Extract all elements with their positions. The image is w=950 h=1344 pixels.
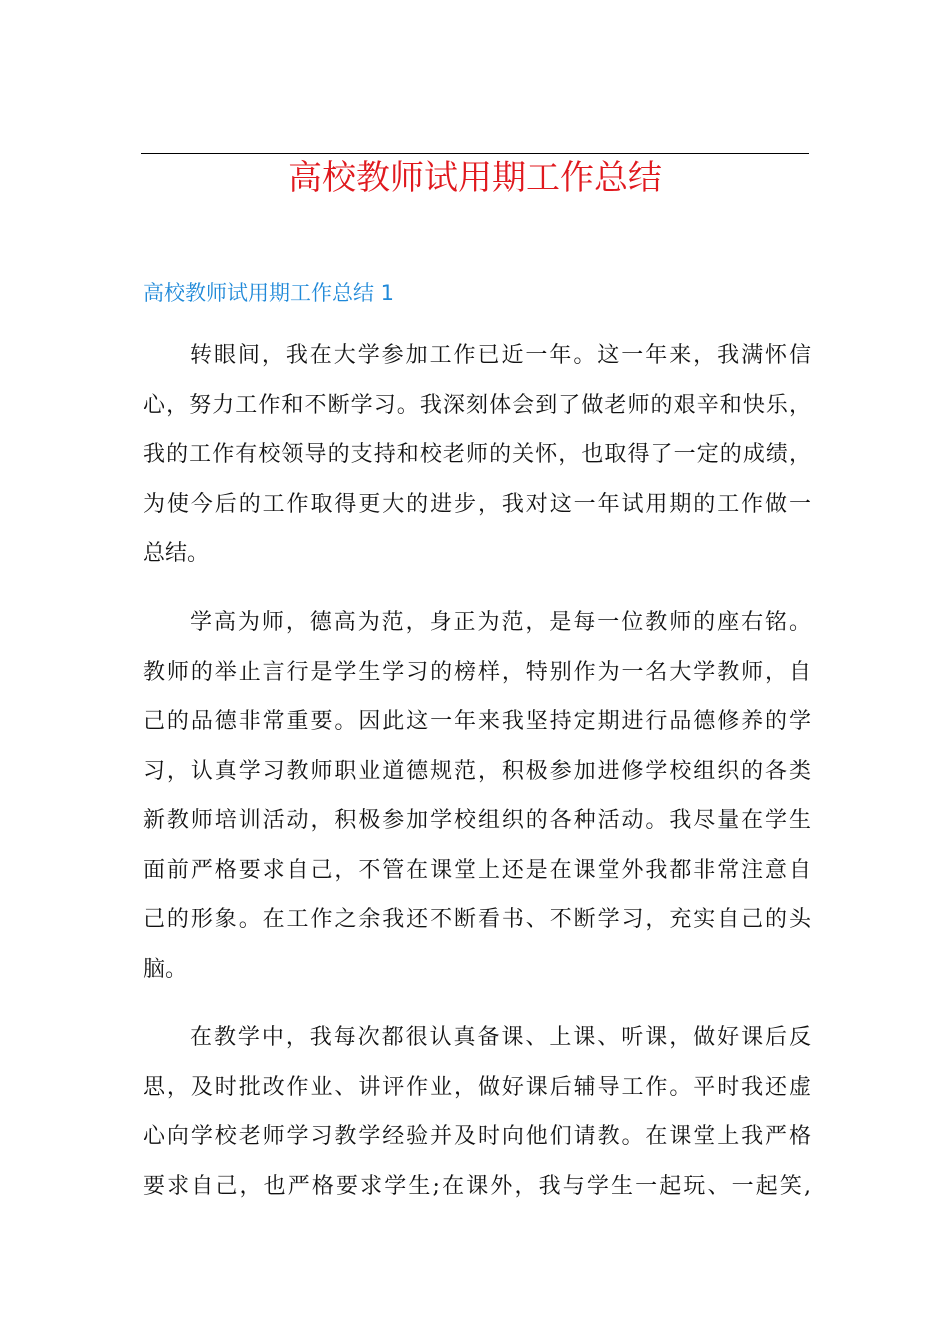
paragraph-line: 己的品德非常重要。因此这一年来我坚持定期进行品德修养的学 (143, 709, 811, 734)
paragraph-1 (143, 331, 811, 579)
paragraph-line: 面前严格要求自己，不管在课堂上还是在课堂外我都非常注意自 (143, 857, 811, 883)
paragraph-line: 转眼间，我在大学参加工作已近一年。这一年来，我满怀信 (190, 343, 811, 368)
paragraph-3 (143, 1013, 811, 1211)
paragraph-line: 思，及时批改作业、讲评作业，做好课后辅导工作。平时我还虚 (143, 1074, 811, 1100)
paragraph-line: 教师的举止言行是学生学习的榜样，特别作为一名大学教师，自 (143, 659, 811, 685)
paragraph-line: 己的形象。在工作之余我还不断看书、不断学习，充实自己的头 (143, 907, 811, 932)
paragraph-line: 脑。 (143, 956, 188, 982)
document-title: 高校教师试用期工作总结 (288, 158, 662, 198)
paragraph-line: 在教学中，我每次都很认真备课、上课、听课，做好课后反 (190, 1025, 811, 1050)
section-heading: 高校教师试用期工作总结 1 (143, 281, 395, 305)
paragraph-line: 为使今后的工作取得更大的进步，我对这一年试用期的工作做一 (143, 491, 811, 517)
paragraph-2 (143, 598, 811, 994)
paragraph-line: 心向学校老师学习教学经验并及时向他们请教。在课堂上我严格 (143, 1124, 811, 1149)
paragraph-line: 总结。 (143, 541, 210, 566)
paragraph-line: 心，努力工作和不断学习。我深刻体会到了做老师的艰辛和快乐， (143, 392, 811, 418)
paragraph-line: 学高为师，德高为范，身正为范，是每一位教师的座右铭。 (190, 610, 811, 635)
paragraph-line: 习，认真学习教师职业道德规范，积极参加进修学校组织的各类 (143, 758, 811, 784)
paragraph-line: 我的工作有校领导的支持和校老师的关怀，也取得了一定的成绩， (143, 442, 811, 467)
paragraph-line: 新教师培训活动，积极参加学校组织的各种活动。我尽量在学生 (143, 808, 811, 833)
paragraph-line: 要求自己，也严格要求学生;在课外，我与学生一起玩、一起笑, (143, 1173, 811, 1199)
